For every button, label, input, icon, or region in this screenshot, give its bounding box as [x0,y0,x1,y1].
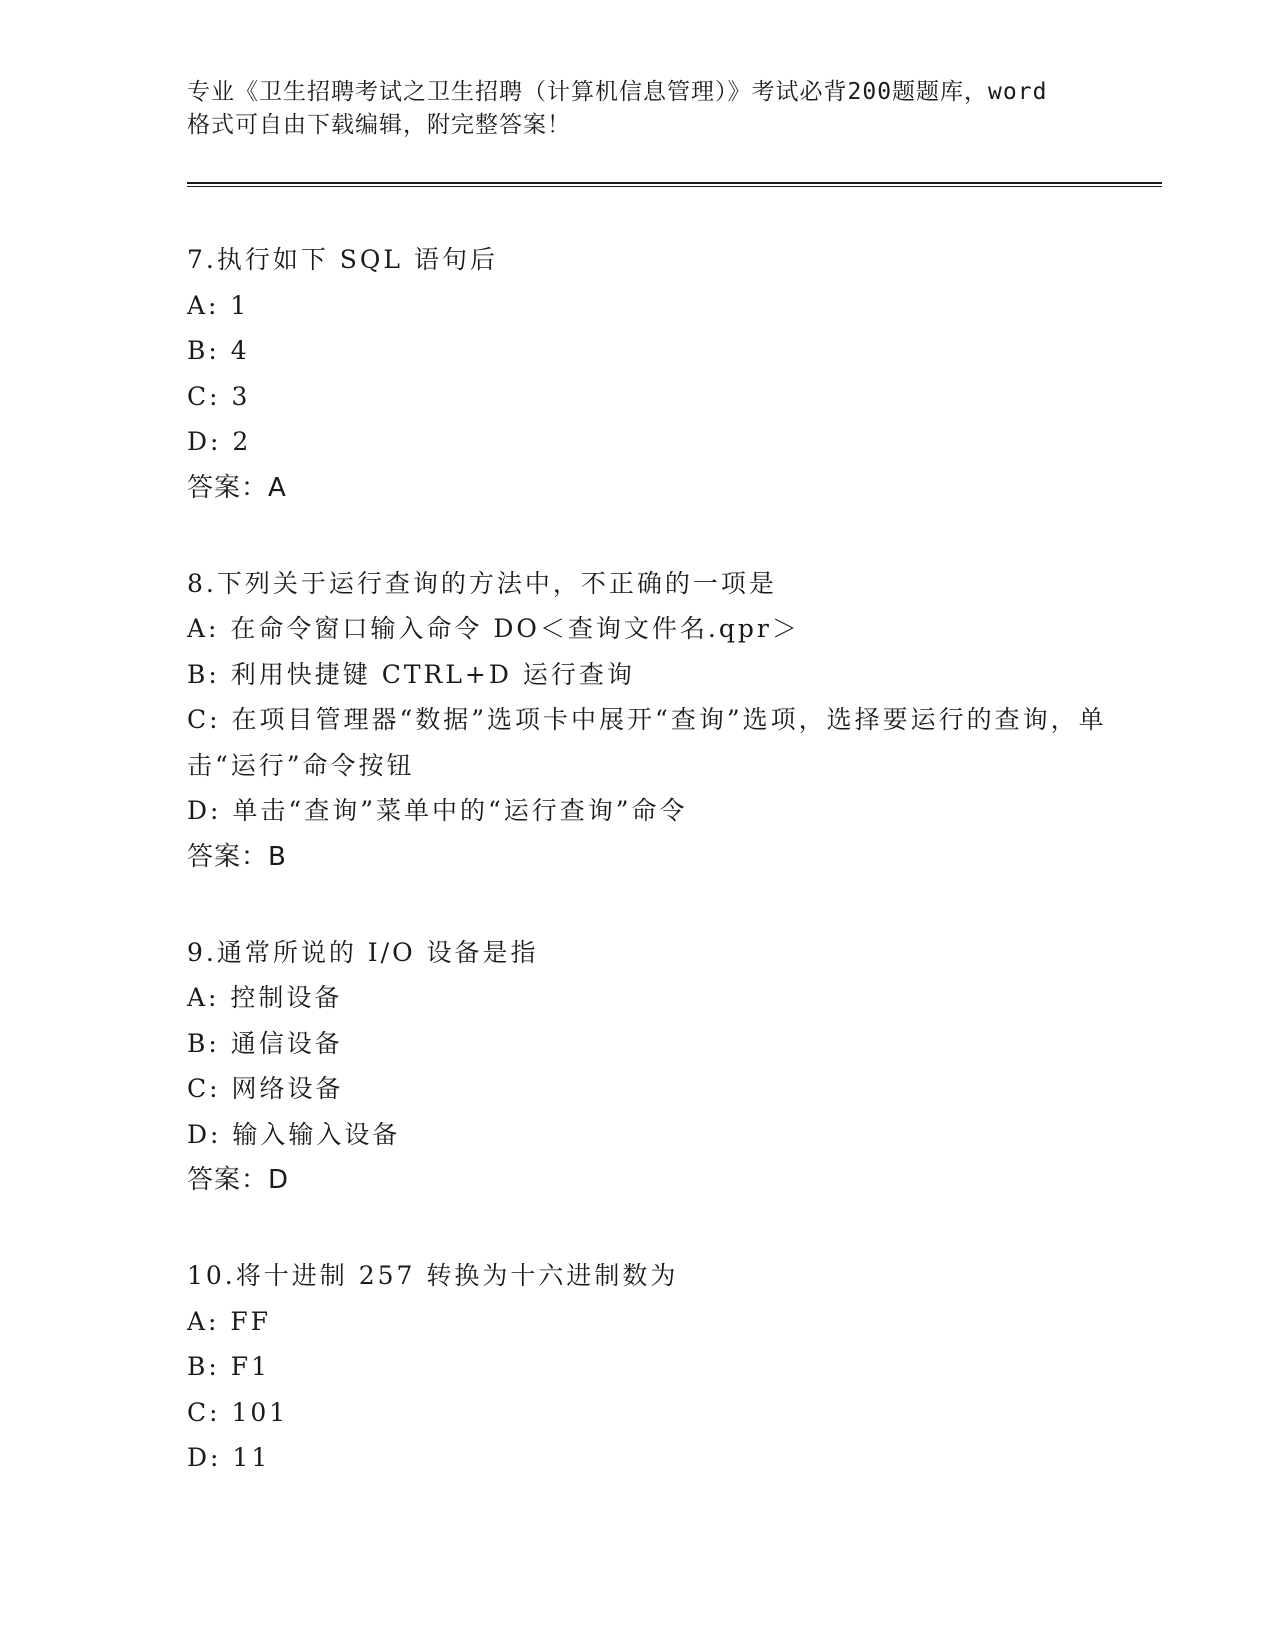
option-d: D: 2 [187,427,252,456]
question-8 [187,561,1162,880]
option-a: A: 控制设备 [187,983,343,1012]
answer: 答案：D [187,1165,290,1195]
question-10 [187,1253,1162,1481]
document-header-line-1: 专业《卫生招聘考试之卫生招聘（计算机信息管理）》考试必背200题题库，word [187,79,1048,105]
question-7 [187,237,1162,511]
option-b: B: F1 [187,1352,270,1381]
option-a: A: 在命令窗口输入命令 DO＜查询文件名.qpr＞ [187,614,800,643]
question-stem: 8.下列关于运行查询的方法中，不正确的一项是 [187,568,777,598]
option-b: B: 利用快捷键 CTRL+D 运行查询 [187,659,635,689]
option-c: C: 3 [187,381,251,411]
document-page [187,70,1162,1481]
answer: 答案：B [187,841,287,872]
answer: 答案：A [187,472,287,503]
option-d: D: 输入输入设备 [187,1119,401,1149]
option-a: A: FF [187,1306,272,1336]
question-stem: 7.执行如下 SQL 语句后 [187,245,498,274]
question-stem: 9.通常所说的 I/O 设备是指 [187,937,539,967]
question-9 [187,930,1162,1204]
option-d: D: 11 [187,1443,271,1472]
header-divider [187,182,1162,187]
option-b: B: 通信设备 [187,1028,343,1058]
option-a: A: 1 [187,290,250,320]
option-c: C: 网络设备 [187,1074,344,1103]
document-header-line-2: 格式可自由下载编辑，附完整答案！ [187,112,571,138]
option-c: C: 101 [187,1397,289,1427]
question-stem: 10.将十进制 257 转换为十六进制数为 [187,1261,679,1290]
option-d: D: 单击“查询”菜单中的“运行查询”命令 [187,796,688,825]
option-c: C: 在项目管理器“数据”选项卡中展开“查询”选项，选择要运行的查询，单击“运行”命令按钮 [187,705,1107,780]
option-b: B: 4 [187,336,250,365]
